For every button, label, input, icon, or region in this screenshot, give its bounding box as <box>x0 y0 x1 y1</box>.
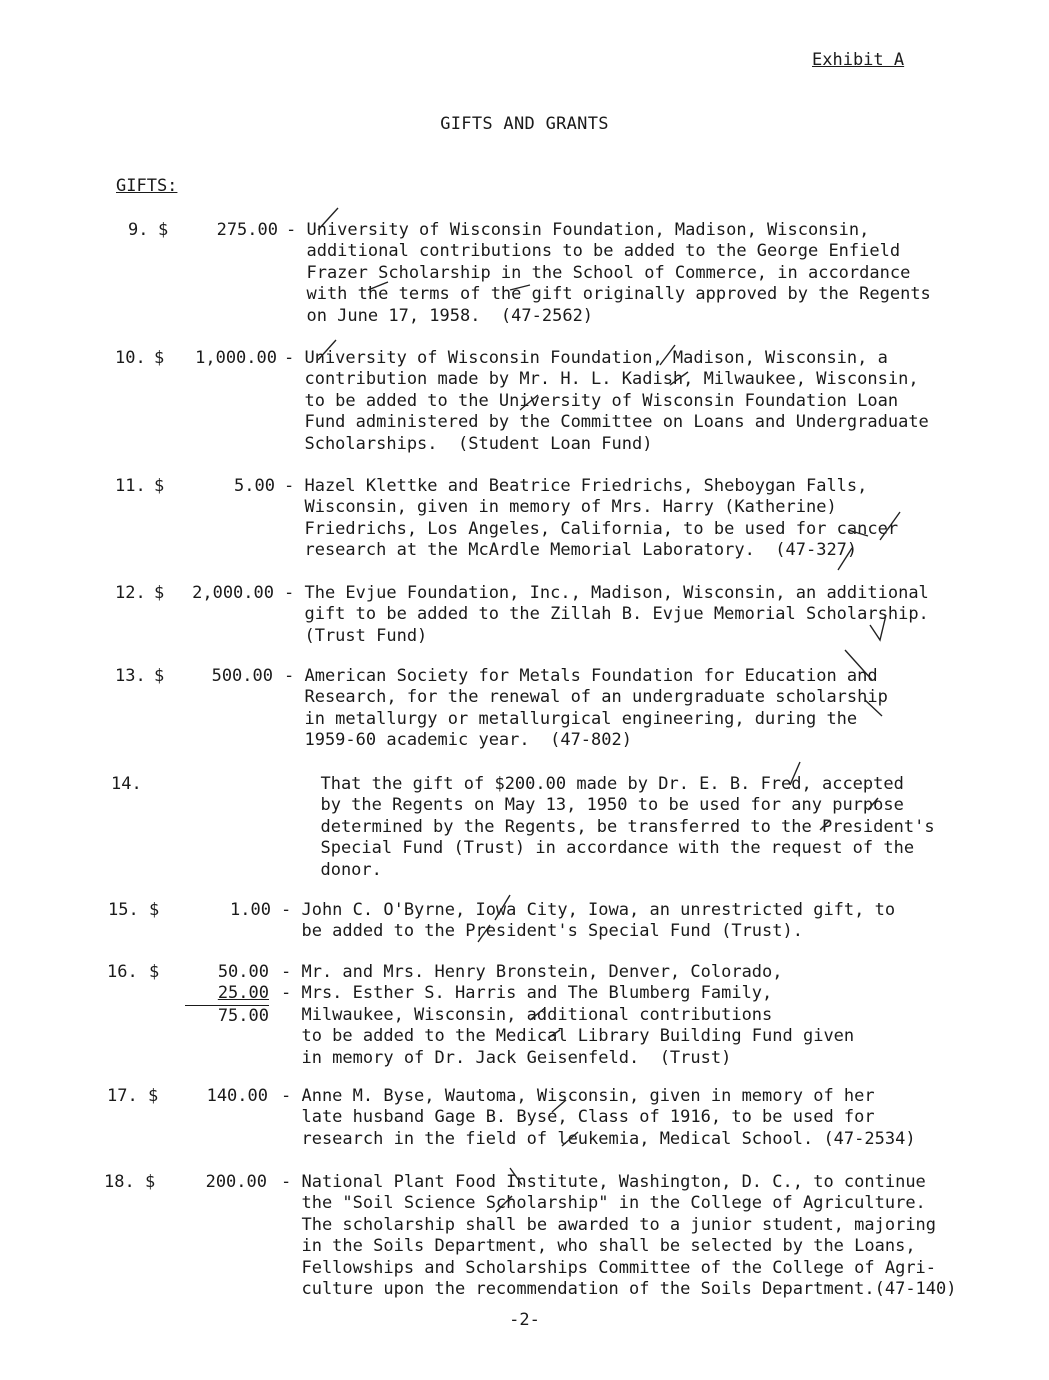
entry-line: additional contributions to be added to the George Enfield <box>286 241 901 262</box>
entry-line: determined by the Regents, be transferred to the President's <box>300 816 935 837</box>
entry-text <box>284 583 944 647</box>
page-title: GIFTS AND GRANTS <box>440 114 609 134</box>
entry-line: - John C. O'Byrne, Iowa City, Iowa, an unrestricted gift, to <box>281 900 896 920</box>
entry-line: Wisconsin, given in memory of Mrs. Harry (Katherine) <box>284 497 837 518</box>
page-number: -2- <box>509 1310 540 1330</box>
entry-line: Research, for the renewal of an undergraduate scholarship <box>284 687 888 708</box>
entry-line: - University of Wisconsin Foundation, Madison, Wisconsin, a <box>284 348 888 368</box>
entry-amounts <box>185 962 269 1027</box>
entry-line: in memory of Dr. Jack Geisenfeld. (Trust) <box>281 1047 732 1068</box>
entry-number: 13. <box>115 666 146 686</box>
dollar-sign: $ <box>149 962 160 982</box>
entry-line: - Hazel Klettke and Beatrice Friedrichs, Sheboygan Falls, <box>284 476 868 496</box>
entry-text <box>284 666 944 752</box>
entry-number: 14. <box>111 774 142 794</box>
entry-text <box>281 1086 941 1150</box>
entry-amount: 275.00 <box>216 220 278 240</box>
entry-line: - University of Wisconsin Foundation, Madison, Wisconsin, <box>286 220 870 240</box>
section-heading: GIFTS: <box>116 176 178 196</box>
entry-number: 18. <box>104 1172 135 1192</box>
entry-number: 12. <box>115 583 146 603</box>
entry-line: the "Soil Science Scholarship" in the College of Agriculture. <box>281 1193 926 1214</box>
entry-line: - National Plant Food Institute, Washington, D. C., to continue <box>281 1172 926 1192</box>
entry-line: 1959-60 academic year. (47-802) <box>284 730 632 751</box>
entry-line: The scholarship shall be awarded to a junior student, majoring <box>281 1214 937 1235</box>
entry-number: 16. <box>107 962 138 982</box>
entry-line: Friedrichs, Los Angeles, California, to be used for cancer <box>284 518 899 539</box>
entry-line: Fund administered by the Committee on Loans and Undergraduate <box>284 412 929 433</box>
entry-text <box>286 220 946 327</box>
entry-text <box>281 1172 957 1300</box>
entry-line: Fellowships and Scholarships Committee of the College of Agri- <box>281 1257 937 1278</box>
exhibit-label: Exhibit A <box>812 50 905 70</box>
entry-line: to be added to the University of Wisconsin Foundation Loan <box>284 390 899 411</box>
entry-text <box>284 476 944 562</box>
entry-amount: 200.00 <box>205 1172 267 1192</box>
amount-total: 75.00 <box>185 1005 269 1027</box>
entry-line: Scholarships. (Student Loan Fund) <box>284 433 653 454</box>
entry-line: gift to be added to the Zillah B. Evjue Memorial Scholarship. <box>284 604 929 625</box>
entry-line: research in the field of leukemia, Medical School. (47-2534) <box>281 1128 916 1149</box>
entry-text <box>300 774 960 881</box>
entry-amount: 140.00 <box>206 1086 268 1106</box>
entry-line: - Mr. and Mrs. Henry Bronstein, Denver, Colorado, <box>281 962 783 982</box>
entry-line: with the terms of the gift originally approved by the Regents <box>286 284 931 305</box>
amount-item: 25.00 <box>217 983 269 1004</box>
dollar-sign: $ <box>158 220 169 240</box>
dollar-sign: $ <box>145 1172 156 1192</box>
amount-item: 50.00 <box>217 962 269 982</box>
entry-line: late husband Gage B. Byse, Class of 1916, to be used for <box>281 1107 875 1128</box>
entry-amount: 1,000.00 <box>195 348 277 368</box>
dollar-sign: $ <box>154 666 165 686</box>
entry-line: - Mrs. Esther S. Harris and The Blumberg Family, <box>281 983 773 1004</box>
entry-amount: 500.00 <box>211 666 273 686</box>
entry-line: be added to the President's Special Fund (Trust). <box>281 921 803 942</box>
entry-line: to be added to the Medical Library Building Fund given <box>281 1026 855 1047</box>
entry-line: contribution made by Mr. H. L. Kadish, Milwaukee, Wisconsin, <box>284 369 919 390</box>
entry-line: in metallurgy or metallurgical engineering, during the <box>284 708 858 729</box>
entry-number: 11. <box>115 476 146 496</box>
entry-number: 17. <box>107 1086 138 1106</box>
dollar-sign: $ <box>148 1086 159 1106</box>
entry-amount: 2,000.00 <box>192 583 274 603</box>
dollar-sign: $ <box>154 583 165 603</box>
entry-line: - Anne M. Byse, Wautoma, Wisconsin, given in memory of her <box>281 1086 875 1106</box>
entry-line: - American Society for Metals Foundation for Education and <box>284 666 878 686</box>
entry-line: by the Regents on May 13, 1950 to be used for any purpose <box>300 795 904 816</box>
entry-line: research at the McArdle Memorial Laboratory. (47-327) <box>284 540 858 561</box>
entry-number: 9. <box>128 220 149 240</box>
entry-line: (Trust Fund) <box>284 625 428 646</box>
entry-line: That the gift of $200.00 made by Dr. E. B. Fred, accepted <box>300 774 904 794</box>
entry-text <box>281 900 941 943</box>
entry-amount: 5.00 <box>234 476 275 496</box>
entry-line: Milwaukee, Wisconsin, additional contributions <box>281 1004 773 1025</box>
dollar-sign: $ <box>149 900 160 920</box>
entry-text <box>281 962 941 1069</box>
entry-number: 15. <box>108 900 139 920</box>
entry-number: 10. <box>115 348 146 368</box>
entry-line: on June 17, 1958. (47-2562) <box>286 305 594 326</box>
entry-line: culture upon the recommendation of the Soils Department.(47-140) <box>281 1279 957 1300</box>
entry-line: - The Evjue Foundation, Inc., Madison, Wisconsin, an additional <box>284 583 929 603</box>
entry-amount: 1.00 <box>230 900 271 920</box>
entry-line: Special Fund (Trust) in accordance with the request of the <box>300 838 915 859</box>
entry-line: in the Soils Department, who shall be selected by the Loans, <box>281 1236 916 1257</box>
entry-line: donor. <box>300 859 382 880</box>
dollar-sign: $ <box>154 348 165 368</box>
entry-line: Frazer Scholarship in the School of Commerce, in accordance <box>286 262 911 283</box>
entry-text <box>284 348 944 455</box>
dollar-sign: $ <box>154 476 165 496</box>
